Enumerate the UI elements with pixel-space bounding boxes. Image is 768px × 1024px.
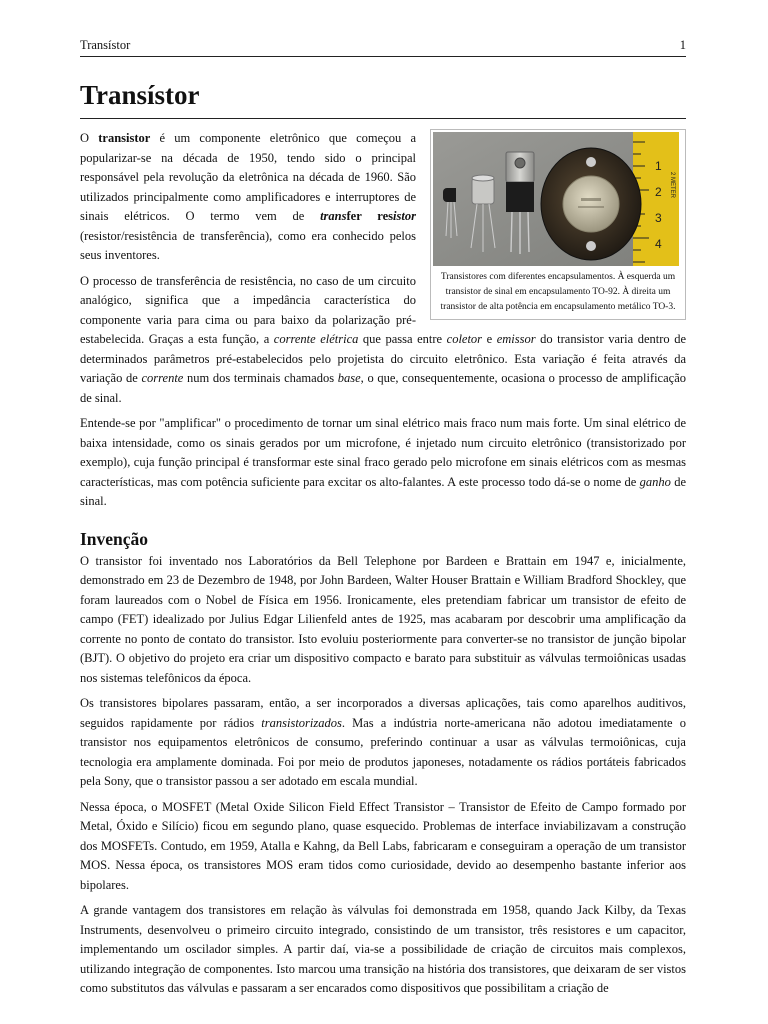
ruler-digit: 4: [655, 237, 662, 251]
page-number: 1: [679, 38, 686, 52]
article-title: Transístor: [80, 78, 686, 119]
intro-paragraph-2: O processo de transferência de resistência, no caso de um circuito analógico, significa que a impedância característica do componente varia para cima ou para baixo da polarização pré-estabelecida. Graças a esta função, a corrente elétrica que passa entre coletor e emissor do transistor varia dentro de determinados parâmetros pré-estabelecidos pelo projetista do circuito eletrônico. Esta variação é feita através da variação de corrente num dos terminais chamados base, o que, consequentemente, ocasiona o processo de amplificação de sinal.: [80, 273, 687, 405]
invencao-paragraph-4: A grande vantagem dos transistores em relação às válvulas foi demonstrada em 1958, quando Jack Kilby, da Texas Instruments, desenvolveu o primeiro circuito integrado, consistindo de um transistor, três resistores e um capacitor, implementando um oscilador simples. A partir daí, via-se a possibilidade de criação de circuitos mais complexos, utilizando integração de componentes. Isto marcou uma transição na história dos transistores, que deixaram de ser vistos como substitutos das válvulas e passaram a ser encarados como dispositivos que possibilitam a criação de: [80, 903, 686, 995]
intro-paragraph-1: O transistor é um componente eletrônico que começou a popularizar-se na década de 1950, tendo sido o principal responsável pela revolução da eletrônica na década de 1960. São utilizados principalmente como amplificadores e interruptores de sinais elétricos. O termo vem de transfer resistor (resistor/resistência de transferência), como era conhecido pelos seus inventores.: [80, 131, 416, 262]
invencao-paragraph-2: Os transistores bipolares passaram, então, a ser incorporados a diversas aplicações, tais como aparelhos auditivos, seguidos rapidamente por rádios transistorizados. Mas a indústria norte-americana não adotou imediatamente o transistor nos equipamentos eletrônicos de consumo, preferindo continuar a usar as válvulas termoiônicas, cuja tecnologia era amplamente dominada. Foi por meio de produtos japoneses, notadamente os rádios portáteis fabricados pela Sony, que o transistor passou a ser adotado em escala mundial.: [80, 696, 686, 788]
invencao-paragraph-1: O transistor foi inventado nos Laboratórios da Bell Telephone por Bardeen e Brattain em 1947 e, inicialmente, demonstrado em 23 de Dezembro de 1948, por John Bardeen, Walter Houser Brattain e William Bradford Shockley, que foram laureados com o Nobel de Física em 1956. Ironicamente, eles pretendiam fabricar um transistor de efeito de campo (FET) idealizado por Julius Edgar Lilienfeld antes de 1925, mas acabaram por descobrir uma amplificação da corrente no ponto de contato do transistor. Isto evoluiu posteriormente para converter-se no transistor de junção bipolar (BJT). O objetivo do projeto era criar um dispositivo compacto e barato para substituir as válvulas termoiônicas usadas nos sistemas telefônicos da época.: [80, 553, 686, 685]
article-body: [80, 78, 686, 1005]
figure-caption: Transistores com diferentes encapsulamentos. À esquerda um transistor de sinal em encapsulamento TO-92. À direita um transistor de alta potência em encapsulamento metálico TO-3.: [440, 272, 676, 312]
transistor-figure: [430, 129, 686, 320]
to3-transistor: [541, 148, 641, 260]
invencao-paragraph-3: Nessa época, o MOSFET (Metal Oxide Silicon Field Effect Transistor – Transistor de Efeito de Campo formado por Metal, Óxido e Silício) ficou em segundo plano, quase esquecido. Problemas de interface inviabilizavam a construção dos MOSFETs. Contudo, em 1959, Atalla e Kahng, da Bell Labs, fabricaram e conseguiram a operação de um transistor MOS. Nessa época, os transistores MOS eram tidos como curiosidade, devido ao desempenho bastante inferior aos bipolares.: [80, 799, 686, 892]
header-title: Transístor: [80, 38, 131, 52]
section-heading-invencao: Invenção: [80, 528, 149, 549]
ruler-label: 2 METER: [669, 172, 675, 199]
ruler-digit: 3: [655, 211, 662, 225]
transistor-photo: [433, 132, 679, 266]
ruler-digit: 2: [655, 185, 662, 199]
intro-paragraph-3: Entende-se por "amplificar" o procedimento de tornar um sinal elétrico mais fraco num mais forte. Um sinal elétrico de baixa intensidade, como os sinais gerados por um microfone, é injetado num circuito eletrônico (transistorizado por exemplo), cuja função principal é transformar este sinal fraco gerado pelo microfone em sinais elétricos com as mesmas características, mas com potência suficiente para excitar os alto-falantes. A este processo todo dá-se o nome de ganho de sinal.: [80, 416, 686, 508]
ruler-digit: 1: [655, 159, 662, 173]
running-header: [80, 38, 686, 57]
